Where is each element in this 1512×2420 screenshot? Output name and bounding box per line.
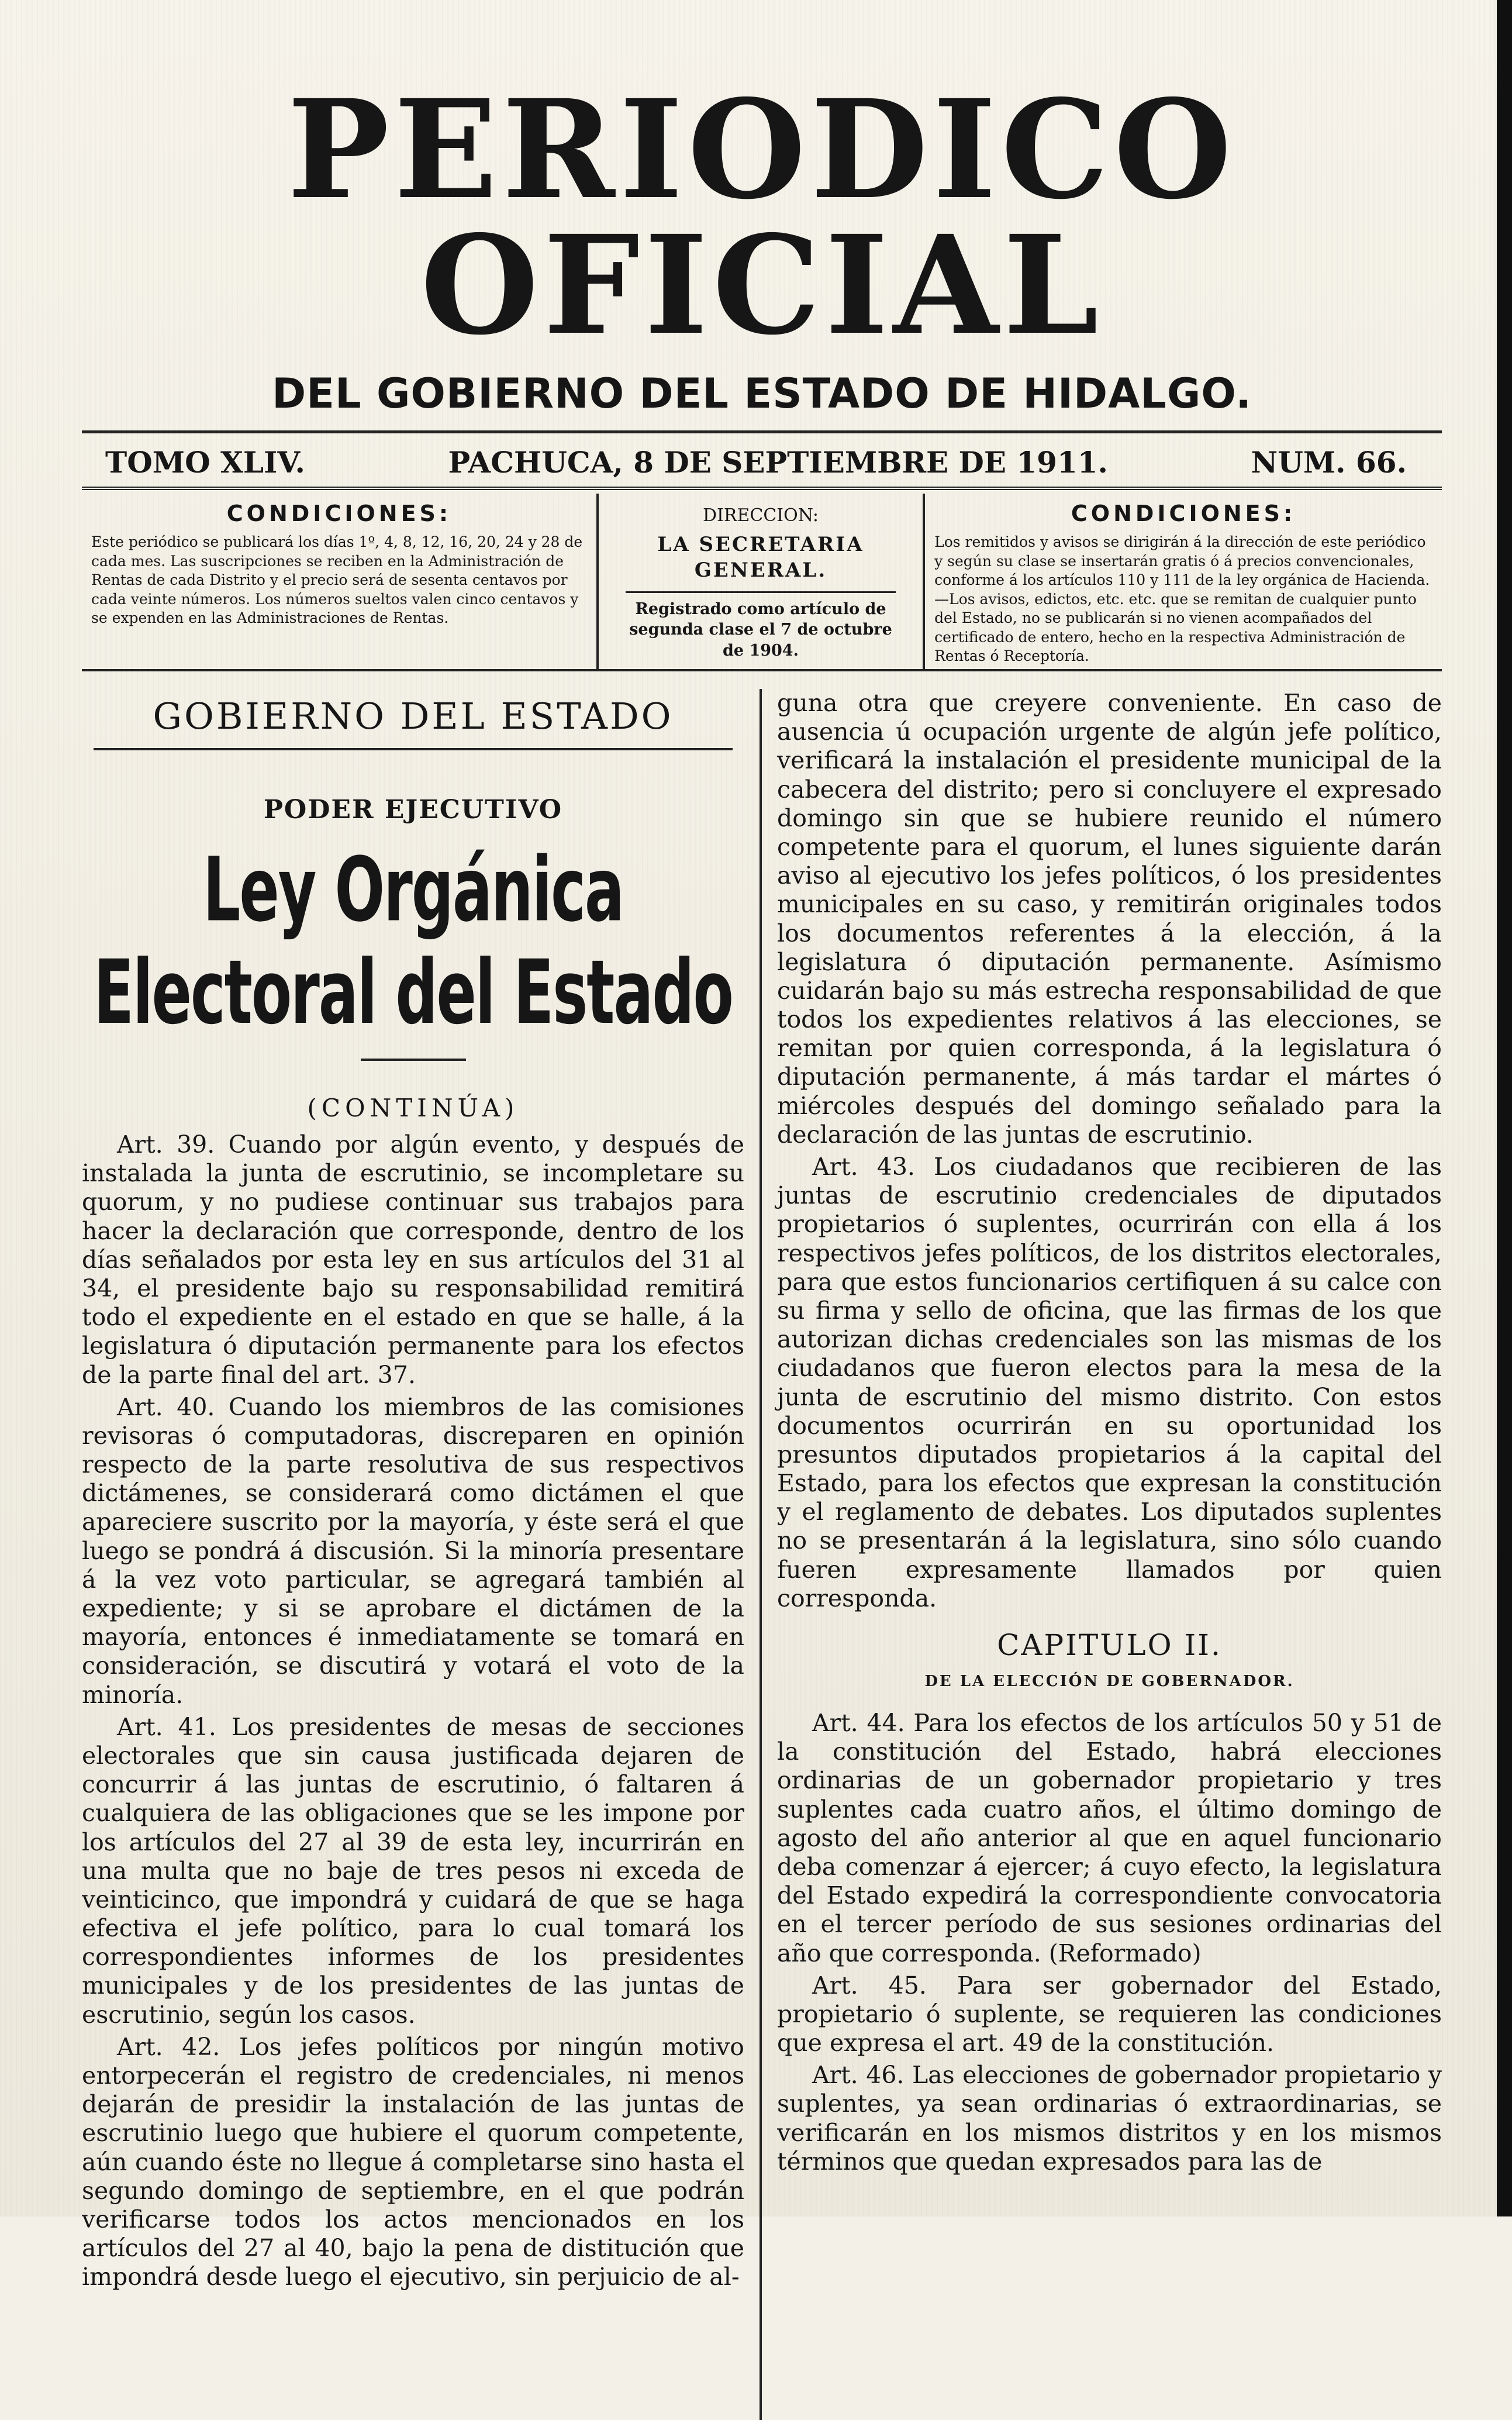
conditions-right-heading: CONDICIONES: — [1071, 501, 1296, 526]
section-subtitle: PODER EJECUTIVO — [263, 795, 563, 825]
right-column — [762, 689, 1442, 2420]
article-45: Art. 45. Para ser gobernador del Estado, propietario ó suplente, se requieren las condiciones que expresa el art. 49 de la constitución. — [777, 1971, 1442, 2057]
continua-label: (CONTINÚA) — [307, 1094, 519, 1122]
article-42-continued: guna otra que creyere conveniente. En caso de ausencia ú ocupación urgente de algún jefe político, verificará la instalación el presidente municipal de la cabecera del distrito; pero si concluyere el expresado domingo sin que se hubiere reunido el número competente para el quorum, el lunes siguiente darán aviso al ejecutivo los jefes políticos, ó los presidentes municipales en su caso, y remitirán originales todos los documentos referentes á la elección, á la legislatura ó diputación permanente. Asímismo cuidarán bajo su más estrecha responsabilidad de que todos los expedientes relativos á las elecciones, se remitan por quien corresponda, á la legislatura ó diputación permanente, á más tardar el mártes ó miércoles después del domingo señalado para la declaración de las juntas de escrutinio. — [777, 689, 1442, 1149]
issue-number: NUM. 66. — [1251, 445, 1407, 480]
direction-name: LA SECRETARIA GENERAL. — [657, 533, 864, 582]
conditions-left-heading: CONDICIONES: — [226, 501, 452, 526]
masthead-title: PERIODICO OFICIAL — [287, 70, 1237, 365]
conditions-right-text: Los remitidos y avisos se dirigirán á la dirección de este periódico y según su clase se insertarán gratis ó á precios convencionales, conforme á los artículos 110 y 111 de la ley orgánica de Hacienda.—Los avisos, edictos, etc. etc. que se remitan de cualquier punto del Estado, no se publicarán si no vienen acompañados del certificado de entero, hecho en la respectiva Administración de Rentas ó Receptoría. — [934, 533, 1430, 665]
conditions-right — [925, 494, 1442, 669]
masthead-subtitle: DEL GOBIERNO DEL ESTADO DE HIDALGO. — [272, 370, 1252, 418]
article-44: Art. 44. Para los efectos de los artículos 50 y 51 de la constitución del Estado, habrá elecciones ordinarias de un gobernador propietario y tres suplentes cada cuatro años, el último domingo de agosto del año anterior al que en aquel funcionario deba comenzar á ejercer; á cuyo efecto, la legislatura del Estado expedirá la correspondiente convocatoria en el tercer período de sus sesiones ordinarias del año que corresponda. (Reformado) — [777, 1709, 1442, 1967]
section-title: GOBIERNO DEL ESTADO — [94, 689, 733, 750]
article-41: Art. 41. Los presidentes de mesas de secciones electorales que sin causa justificada dejaren de concurrir á las juntas de escrutinio, ó faltaren á cualquiera de las obligaciones que se les impone por los artículos del 27 al 39 de esta ley, incurrirán en una multa que no baje de tres pesos ni exceda de veinticinco, que impondrá y cuidará de que se haga efectiva el jefe político, para lo cual tomará los correspondientes informes de los presidentes municipales y de los presidentes de las juntas de escrutinio, según los casos. — [82, 1712, 744, 2029]
chapter-title: CAPITULO II. — [997, 1628, 1222, 1662]
scan-edge — [1497, 0, 1512, 2216]
law-title: Ley Orgánica Electoral del Estado — [94, 839, 733, 1044]
left-column — [82, 689, 762, 2420]
issue-place-date: PACHUCA, 8 DE SEPTIEMBRE DE 1911. — [448, 445, 1108, 480]
conditions-box — [82, 494, 1442, 671]
article-43: Art. 43. Los ciudadanos que recibieren de las juntas de escrutinio credenciales de diputados propietarios ó suplentes, ocurrirán con ella á los respectivos jefes políticos, de los distritos electorales, para que estos funcionarios certifiquen á su calce con su firma y sello de oficina, que las firmas de los que autorizan dichas credenciales son las mismas de los ciudadanos que fueron electos para la mesa de la junta de escrutinio del mismo distrito. Con estos documentos ocurrirán en su oportunidad los presuntos diputados propietarios á la capital del Estado, para los efectos que expresan la constitución y el reglamento de debates. Los diputados suplentes no se presentarán á la legislatura, sino sólo cuando fueren expresamente llamados por quien corresponda. — [777, 1153, 1442, 1612]
chapter-subtitle: DE LA ELECCIÓN DE GOBERNADOR. — [924, 1673, 1294, 1690]
conditions-left — [82, 494, 599, 669]
conditions-left-text: Este periódico se publicará los días 1º, 4, 8, 12, 16, 20, 24 y 28 de cada mes. Las suscripciones se reciben en la Administración de Rentas de cada Distrito y el precio será de sesenta centavos por cada veinte números. Los números sueltos valen cinco centavos y se expenden en las Administraciones de Rentas. — [91, 533, 583, 627]
issue-tomo: TOMO XLIV. — [105, 445, 305, 480]
registration-note: Registrado como artículo de segunda clase el 7 de octubre de 1904. — [626, 591, 896, 660]
article-40: Art. 40. Cuando los miembros de las comisiones revisoras ó computadoras, discreparen en opinión respecto de la parte resolutiva de sus respectivos dictámenes, se considerará como dictámen el que apareciere suscrito por la mayoría, y éste será el que luego se pondrá á discusión. Si la minoría presentare á la vez voto particular, se agregará también al expediente; y si se aprobare el dictámen de la mayoría, entonces é inmediatamente se tomará en consideración, se discutirá y votará el voto de la minoría. — [82, 1392, 744, 1709]
article-39: Art. 39. Cuando por algún evento, y después de instalada la junta de escrutinio, se incompletare su quorum, y no pudiese continuar sus trabajos para hacer la declaración que corresponde, dentro de los días señalados por esta ley en sus artículos del 31 al 34, el presidente bajo su responsabilidad remitirá todo el expediente en el estado en que se halle, á la legislatura ó diputación permanente para los efectos de la parte final del art. 37. — [82, 1130, 744, 1389]
direction-label: DIRECCION: — [702, 505, 819, 526]
article-46: Art. 46. Las elecciones de gobernador propietario y suplentes, ya sean ordinarias ó extraordinarias, se verificarán en los mismos distritos y en los mismos términos que quedan expresados para las de — [777, 2061, 1442, 2176]
issue-line — [82, 433, 1442, 490]
title-rule — [361, 1059, 466, 1061]
article-42: Art. 42. Los jefes políticos por ningún motivo entorpecerán el registro de credenciales, ni menos dejarán de presidir la instalación de las juntas de escrutinio luego que hubiere el quorum competente, aún cuando éste no llegue á completarse sino hasta el segundo domingo de septiembre, en el que podrán verificarse todos los actos mencionados en los artículos del 27 al 40, bajo la pena de distitución que impondrá desde luego el ejecutivo, sin perjuicio de al- — [82, 2032, 744, 2291]
direction-box — [599, 494, 925, 669]
body-columns — [82, 689, 1442, 2420]
